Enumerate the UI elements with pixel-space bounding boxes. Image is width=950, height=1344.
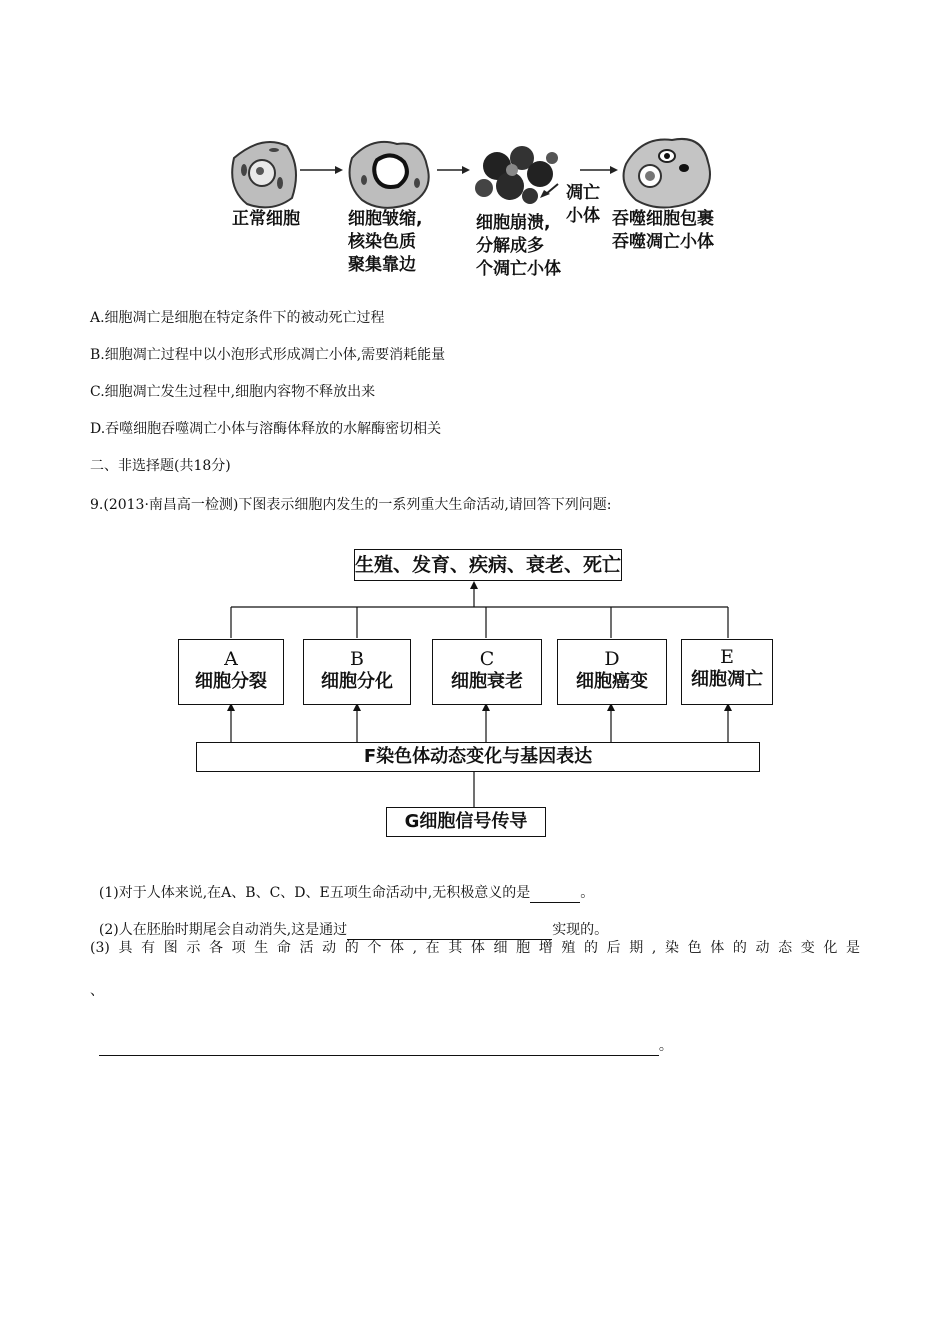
option-a: A.细胞凋亡是细胞在特定条件下的被动死亡过程 bbox=[90, 310, 385, 326]
sub-question-1 bbox=[90, 863, 594, 903]
box-d-letter: D bbox=[604, 648, 620, 670]
option-d: D.吞噬细胞吞噬凋亡小体与溶酶体释放的水解酶密切相关 bbox=[90, 421, 442, 437]
box-b-letter: B bbox=[350, 648, 364, 670]
box-e-name: 细胞凋亡 bbox=[691, 669, 763, 690]
caption-collapsed-cell: 细胞崩溃, 分解成多 个凋亡小体 bbox=[476, 213, 561, 279]
caption-engulfing-cell: 吞噬细胞包裹 吞噬凋亡小体 bbox=[612, 209, 714, 252]
q2-text: (2)人在胚胎时期尾会自动消失,这是通过 bbox=[98, 922, 348, 938]
q2-end: 实现的。 bbox=[552, 922, 609, 938]
section-heading: 二、非选择题(共18分) bbox=[90, 458, 231, 474]
box-c-letter: C bbox=[479, 648, 495, 670]
caption-shrunk-cell: 细胞皱缩, 核染色质 聚集靠边 bbox=[348, 209, 423, 275]
outcome-box: 生殖、发育、疾病、衰老、死亡 bbox=[354, 549, 622, 581]
box-e-letter: E bbox=[720, 646, 734, 668]
box-e bbox=[681, 639, 773, 705]
box-b bbox=[303, 639, 411, 705]
life-activity-diagram bbox=[168, 543, 778, 843]
normal-cell-image bbox=[232, 142, 296, 207]
option-b: B.细胞凋亡过程中以小泡形式形成凋亡小体,需要消耗能量 bbox=[90, 347, 446, 363]
option-c: C.细胞凋亡发生过程中,细胞内容物不释放出来 bbox=[90, 384, 376, 400]
box-c-name: 细胞衰老 bbox=[451, 671, 523, 692]
q3-mark: 、 bbox=[90, 983, 104, 999]
box-a bbox=[178, 639, 284, 705]
q1-text: (1)对于人体来说,在A、B、C、D、E五项生命活动中,无积极意义的是 bbox=[98, 885, 531, 901]
caption-normal-cell: 正常细胞 bbox=[232, 209, 300, 229]
box-f: F染色体动态变化与基因表达 bbox=[196, 742, 760, 772]
box-g: G细胞信号传导 bbox=[386, 807, 546, 837]
caption-apoptotic-body: 凋亡 小体 bbox=[566, 183, 600, 226]
apoptosis-figure bbox=[222, 128, 742, 278]
sub-question-2 bbox=[90, 900, 608, 940]
question-9: 9.(2013·南昌高一检测)下图表示细胞内发生的一系列重大生命活动,请回答下列问题: bbox=[90, 497, 612, 513]
q1-end: 。 bbox=[580, 885, 595, 901]
box-d bbox=[557, 639, 667, 705]
box-b-name: 细胞分化 bbox=[321, 671, 393, 692]
box-d-name: 细胞癌变 bbox=[576, 671, 648, 692]
box-a-name: 细胞分裂 bbox=[195, 671, 267, 692]
q3-answer-blank[interactable] bbox=[99, 1040, 659, 1056]
box-c bbox=[432, 639, 542, 705]
sub-question-3: (3)具有图示各项生命活动的个体,在其体细胞增殖的后期,染色体的动态变化是 bbox=[90, 940, 860, 956]
shrunk-cell-image bbox=[350, 142, 429, 208]
q3-answer-line-row bbox=[90, 1016, 673, 1056]
box-a-letter: A bbox=[224, 648, 238, 670]
q3-end: 。 bbox=[658, 1038, 673, 1054]
engulfing-cell-image bbox=[624, 139, 710, 208]
